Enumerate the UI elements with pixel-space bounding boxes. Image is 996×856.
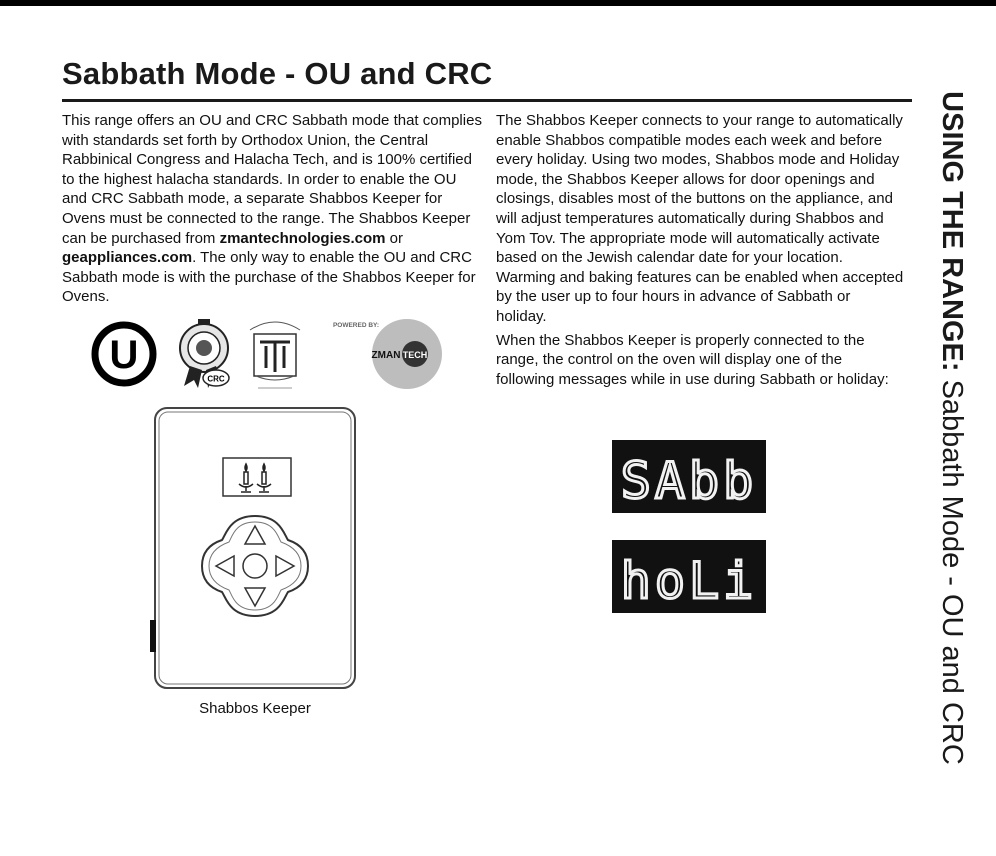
- side-connector: [150, 620, 156, 652]
- keeper-description: The Shabbos Keeper connects to your range to automatically enable Shabbos compatible modes each week and before every holiday. Using two modes, Shabbos mode and Holiday mode, the Shabbos Keeper allows for door openings and closings, disables most of the buttons on the appliance, and will adjust temperatures automatically during Shabbos and Yom Tov. The appropriate mode will automatically activate based on the Jewish calendar date for your location. Warming and baking features can be enabled when accepted by the user up to four hours in advance of Sabbath or holiday.: [496, 112, 904, 325]
- crc-label: CRC: [207, 374, 225, 384]
- title-rule: [62, 99, 912, 102]
- shabbos-keeper-device: [150, 406, 360, 691]
- side-heading-bold: USING THE RANGE:: [936, 91, 968, 372]
- holiday-message: hoLi: [620, 552, 758, 610]
- ou-logo: [95, 325, 153, 383]
- holiday-display: [612, 540, 766, 613]
- right-column-text: [496, 111, 904, 393]
- or-text: or: [385, 229, 403, 247]
- top-border: [0, 0, 996, 6]
- tech-label: TECH: [402, 350, 428, 360]
- left-column-text: [62, 111, 482, 307]
- zman-link[interactable]: zmantechnologies.com: [219, 229, 386, 247]
- crc-seal: [180, 319, 229, 388]
- powered-by-label: POWERED BY:: [332, 322, 380, 329]
- certification-logos: [90, 316, 450, 396]
- intro-text: This range offers an OU and CRC Sabbath mode that complies with standards set forth by Orthodox Union, the Central Rabbinical Congress and Halacha Tech, and is 100% certified to the highest halacha standards. In order to enable the OU and CRC Sabbath mode, a separate Shabbos Keeper for Ovens must be connected to the range. The Shabbos Keeper can be purchased from: [62, 112, 482, 247]
- side-heading: [932, 58, 972, 798]
- sabbath-message: SAbb: [620, 452, 758, 510]
- device-caption: Shabbos Keeper: [199, 700, 311, 717]
- outro-text: . The only way to enable the OU and CRC Sabbath mode is with the purchase of the Shabbos Keeper for Ovens.: [62, 249, 476, 306]
- ge-link[interactable]: geappliances.com: [62, 249, 193, 267]
- display-intro: When the Shabbos Keeper is properly connected to the range, the control on the oven will display one of the following messages while in use during Sabbath or holiday:: [496, 331, 889, 388]
- page-title: Sabbath Mode - OU and CRC: [62, 56, 493, 91]
- halacha-tech-emblem: [250, 322, 300, 388]
- candle-display: [223, 458, 291, 496]
- ou-letter: U: [109, 333, 139, 377]
- side-heading-rest: Sabbath Mode - OU and CRC: [936, 371, 968, 765]
- zman-label: ZMAN: [371, 350, 401, 361]
- sabbath-display: [612, 440, 766, 513]
- zman-tech-badge: [333, 319, 442, 389]
